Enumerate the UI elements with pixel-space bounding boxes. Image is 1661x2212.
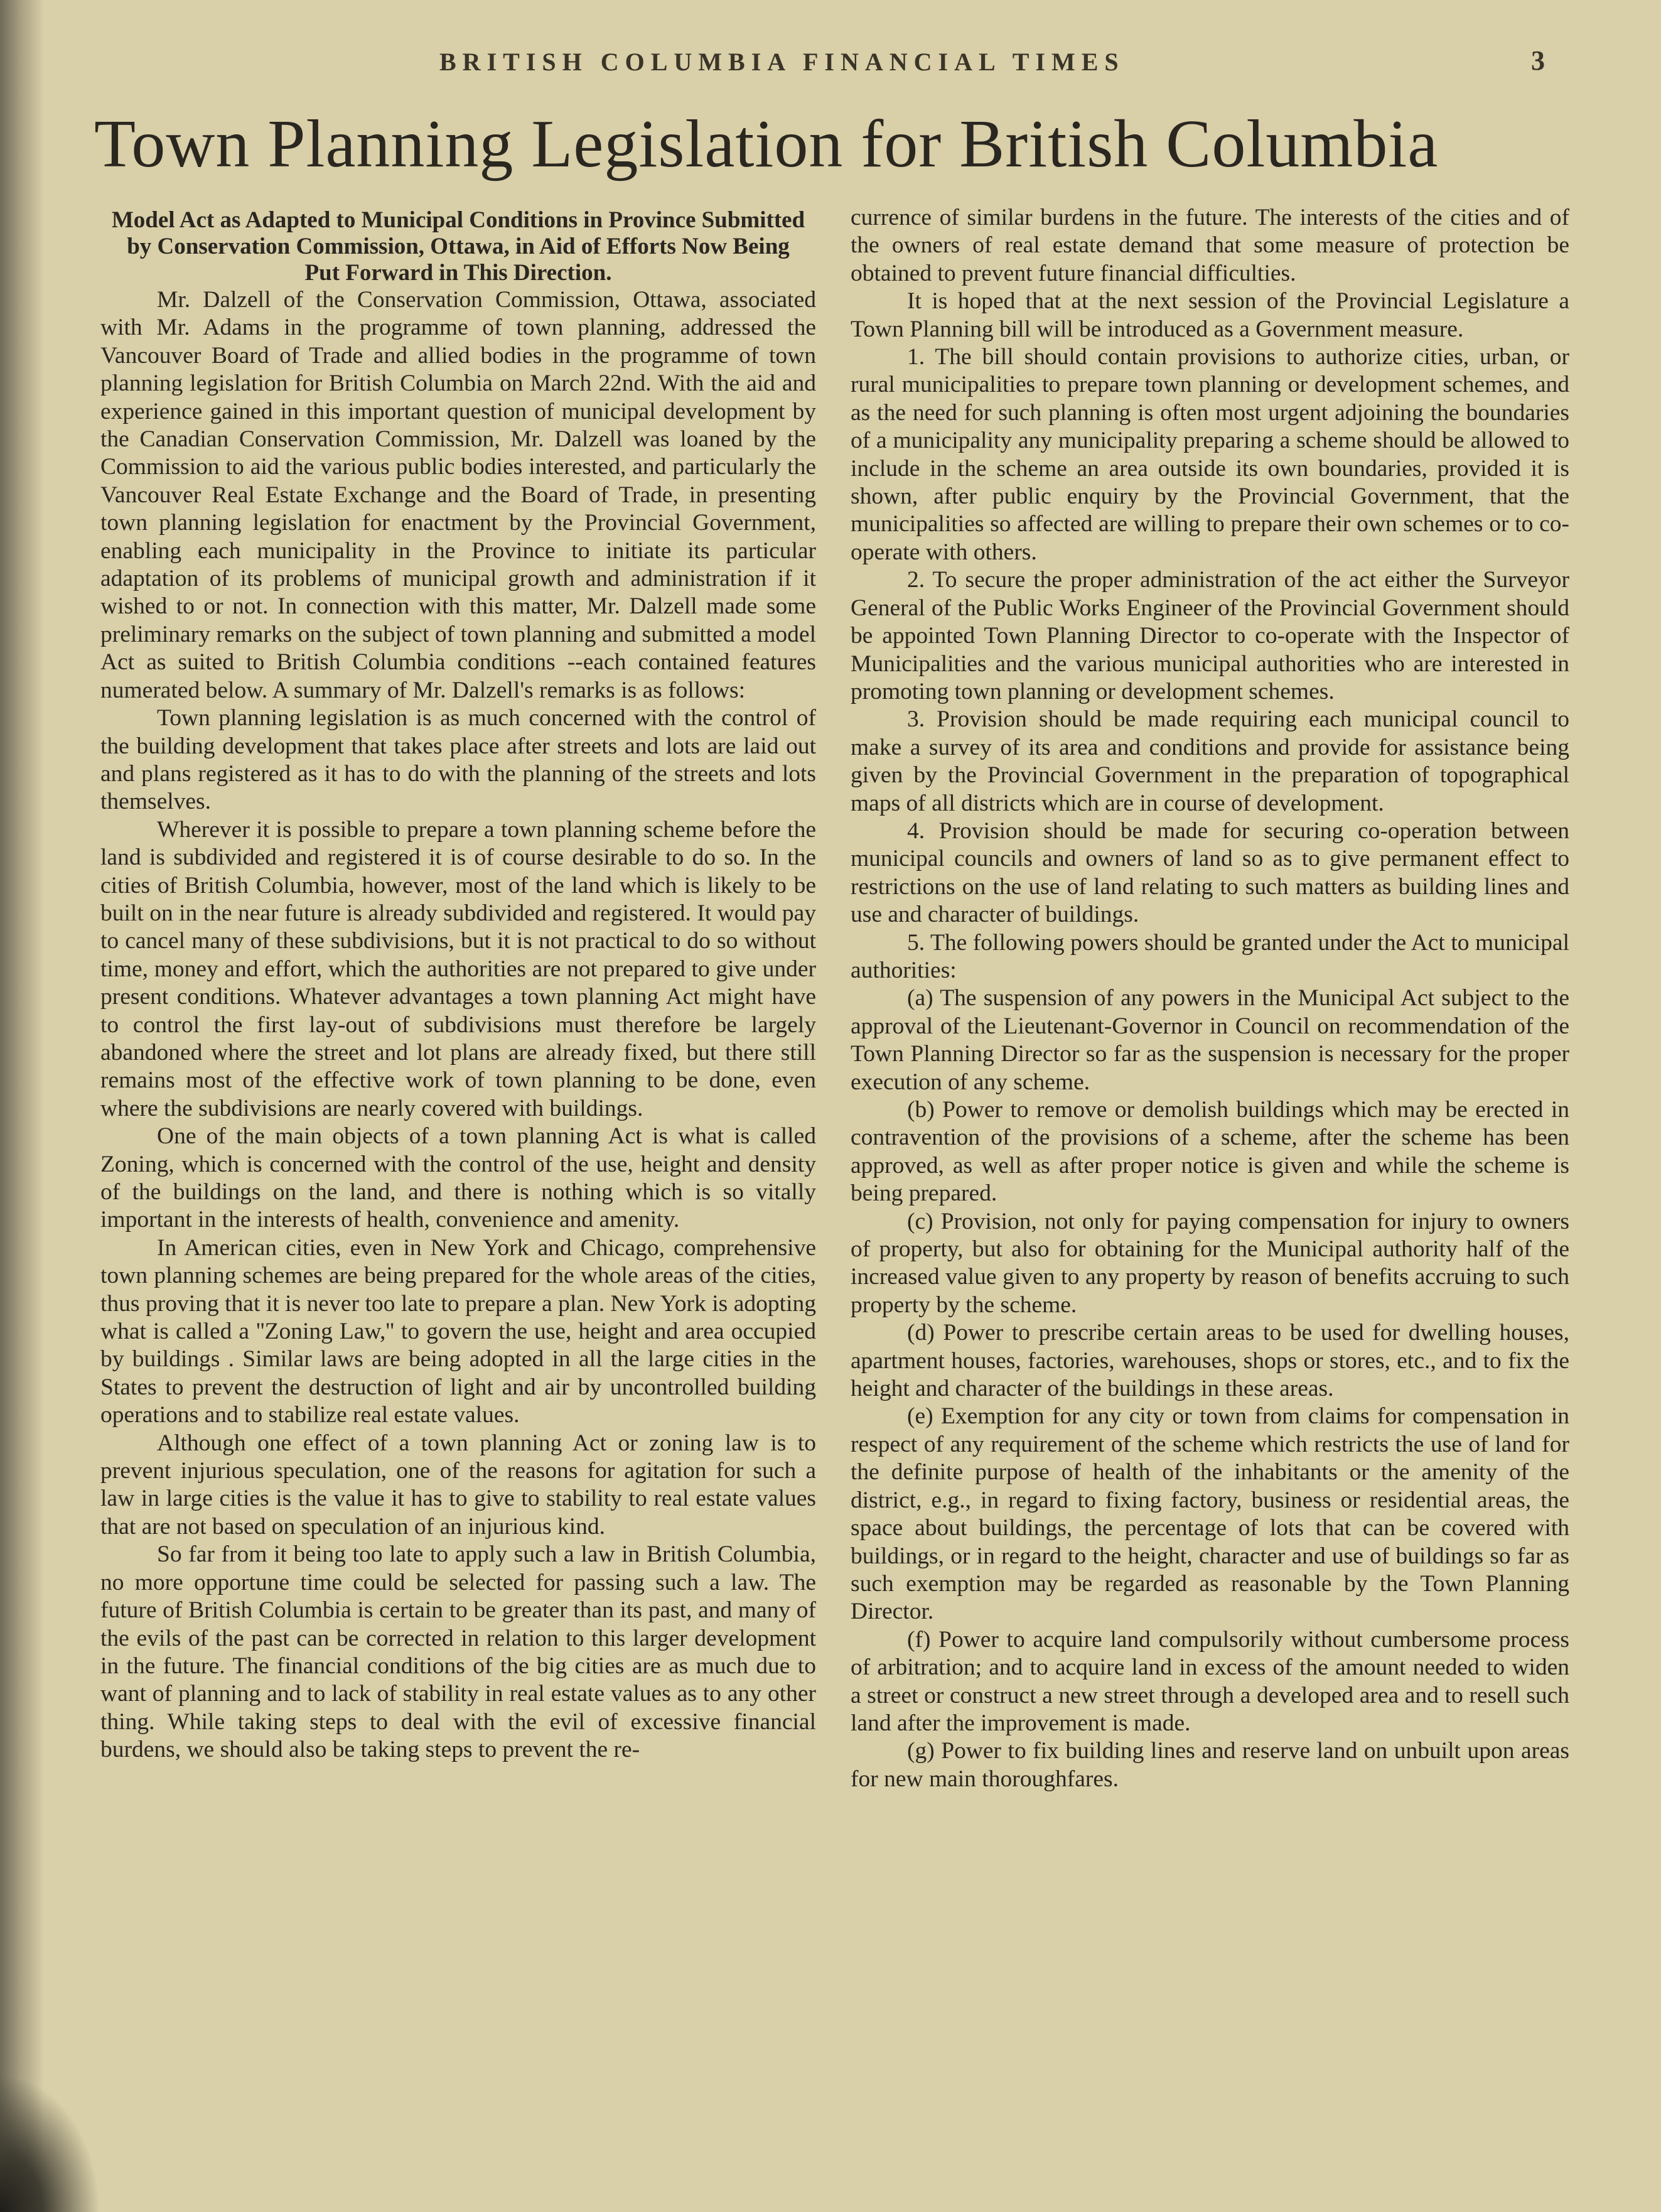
paragraph: Although one effect of a town planning Act or zoning law is to prevent injurious speculation, one of the reasons for agitation for such a law in large cities is the value it has to give to stability to real estate values that are not based on speculation of an injurious kind. xyxy=(100,1430,816,1540)
paragraph: currence of similar burdens in the future. The interests of the cities and of the owners of real estate demand that some measure of protection be obtained to prevent future financial difficulties. xyxy=(851,205,1569,286)
left-column xyxy=(100,207,816,1764)
paragraph: Town planning legislation is as much concerned with the control of the building development that takes place after streets and lots are laid out and plans registered as it has to do with the planning of the streets and lots themselves. xyxy=(100,705,816,815)
paragraph: One of the main objects of a town planning Act is what is called Zoning, which is concerned with the control of the use, height and density of the buildings on the land, and there is nothing which is so vitally important in the interests of health, convenience and amenity. xyxy=(100,1123,816,1233)
page-gutter-shadow xyxy=(0,0,44,2212)
paragraph: 1. The bill should contain provisions to authorize cities, urban, or rural municipalities to prepare town planning or development schemes, and as the need for such planning is often most urgent adjoining the boundaries of a municipality any municipality preparing a scheme should be allowed to include in the scheme an area outside its own boundaries, provided it is shown, after public enquiry by the Provincial Government, that the municipalities so affected are willing to prepare their own schemes or to co-operate with others. xyxy=(851,344,1569,565)
paragraph: Wherever it is possible to prepare a town planning scheme before the land is subdivided and registered it is of course desirable to do so. In the cities of British Columbia, however, most of the land which is likely to be built on in the near future is already subdivided and registered. It would pay to cancel many of these subdivisions, but it is not practical to do so without time, money and effort, which the authorities are not prepared to give under present conditions. Whatever advantages a town planning Act might have to control the first lay-out of subdivisions must therefore be largely abandoned where the street and lot plans are already fixed, but there still remains most of the effective work of town planning to be done, even where the subdivisions are nearly covered with buildings. xyxy=(100,816,816,1121)
paragraph: In American cities, even in New York and Chicago, comprehensive town planning schemes are being prepared for the whole areas of the cities, thus proving that it is never too late to prepare a plan. New York is adopting what is called a ''Zoning Law,'' to govern the use, height and area occupied by buildings . Similar laws are being adopted in all the large cities in the States to prevent the destruction of light and air by uncontrolled building operations and to stabilize real estate values. xyxy=(100,1234,816,1428)
paragraph: (d) Power to prescribe certain areas to be used for dwelling houses, apartment houses, factories, warehouses, shops or stores, etc., and to fix the height and character of the buildings in these areas. xyxy=(851,1320,1569,1402)
article-deck: Model Act as Adapted to Municipal Conditions in Province Submitted by Conservation Commission, Ottawa, in Aid of Efforts Now Being Put Forward in This Direction. xyxy=(111,207,805,286)
paragraph: (g) Power to fix building lines and reserve land on unbuilt upon areas for new main thoroughfares. xyxy=(851,1738,1569,1792)
paragraph: 2. To secure the proper administration of the act either the Surveyor General of the Public Works Engineer of the Provincial Government should be appointed Town Planning Director to co-operate with the Inspector of Municipalities and the various municipal authorities who are interested in promoting town planning or development schemes. xyxy=(851,567,1569,704)
right-column xyxy=(851,204,1569,1793)
paragraph: (f) Power to acquire land compulsorily without cumbersome process of arbitration; and to acquire land in excess of the amount needed to widen a street or construct a new street through a developed area and to resell such land after the improvement is made. xyxy=(851,1626,1569,1736)
paragraph: So far from it being too late to apply such a law in British Columbia, no more opportune time could be selected for passing such a law. The future of British Columbia is certain to be greater than its past, and many of the evils of the past can be corrected in relation to this larger development in the future. The financial conditions of the big cities are as much due to want of planning and to lack of stability in real estate values as to any other thing. While taking steps to deal with the evil of excessive financial burdens, we should also be taking steps to prevent the re- xyxy=(100,1541,816,1763)
article-headline: Town Planning Legislation for British Columbia xyxy=(94,107,1439,181)
paragraph: (e) Exemption for any city or town from claims for compensation in respect of any requirement of the scheme which restricts the use of land for the definite purpose of health of the inhabitants or the amenity of the district, e.g., in regard to fixing factory, business or residential areas, the space about buildings, the percentage of lots that can be covered with buildings, or in regard to the height, character and use of buildings so far as such exemption may be regarded as reasonable by the Town Planning Director. xyxy=(851,1403,1569,1625)
paragraph: (b) Power to remove or demolish buildings which may be erected in contravention of the provisions of a scheme, after the scheme has been approved, as well as after proper notice is given and while the scheme is being prepared. xyxy=(851,1097,1569,1207)
running-head xyxy=(0,47,1661,85)
paragraph: It is hoped that at the next session of the Provincial Legislature a Town Planning bill will be introduced as a Government measure. xyxy=(851,288,1569,342)
publication-title: BRITISH COLUMBIA FINANCIAL TIMES xyxy=(439,48,1125,76)
paragraph: Mr. Dalzell of the Conservation Commission, Ottawa, associated with Mr. Adams in the programme of town planning, addressed the Vancouver Board of Trade and allied bodies in the programme of town planning legislation for British Columbia on March 22nd. With the aid and experience gained in this important question of municipal development by the Canadian Conservation Commission, Mr. Dalzell was loaned by the Commission to aid the various public bodies interested, and particularly the Vancouver Real Estate Exchange and the Board of Trade, in presenting town planning legislation for enactment by the Provincial Government, enabling each municipality in the Province to initiate its particular adaptation of its problems of municipal growth and administration if it wished to or not. In connection with this matter, Mr. Dalzell made some preliminary remarks on the subject of town planning and submitted a model Act as suited to British Columbia conditions --each contained features numerated below. A summary of Mr. Dalzell's remarks is as follows: xyxy=(100,287,816,703)
paragraph: 5. The following powers should be granted under the Act to municipal authorities: xyxy=(851,929,1569,983)
paragraph: (a) The suspension of any powers in the Municipal Act subject to the approval of the Lieutenant-Governor in Council on recommendation of the Town Planning Director so far as the suspension is necessary for the proper execution of any scheme. xyxy=(851,985,1569,1095)
paragraph: (c) Provision, not only for paying compensation for injury to owners of property, but also for obtaining for the Municipal authority half of the increased value given to any property by reason of benefits accruing to such property by the scheme. xyxy=(851,1208,1569,1318)
paragraph: 3. Provision should be made requiring each municipal council to make a survey of its area and conditions and provide for assistance being given by the Provincial Government in the preparation of topographical maps of all districts which are in course of development. xyxy=(851,706,1569,816)
paragraph: 4. Provision should be made for securing co-operation between municipal councils and owners of land so as to give permanent effect to restrictions on the use of land relating to such matters as building lines and use and character of buildings. xyxy=(851,817,1569,928)
page-number: 3 xyxy=(1531,45,1545,76)
page-corner-shadow xyxy=(0,2074,100,2212)
